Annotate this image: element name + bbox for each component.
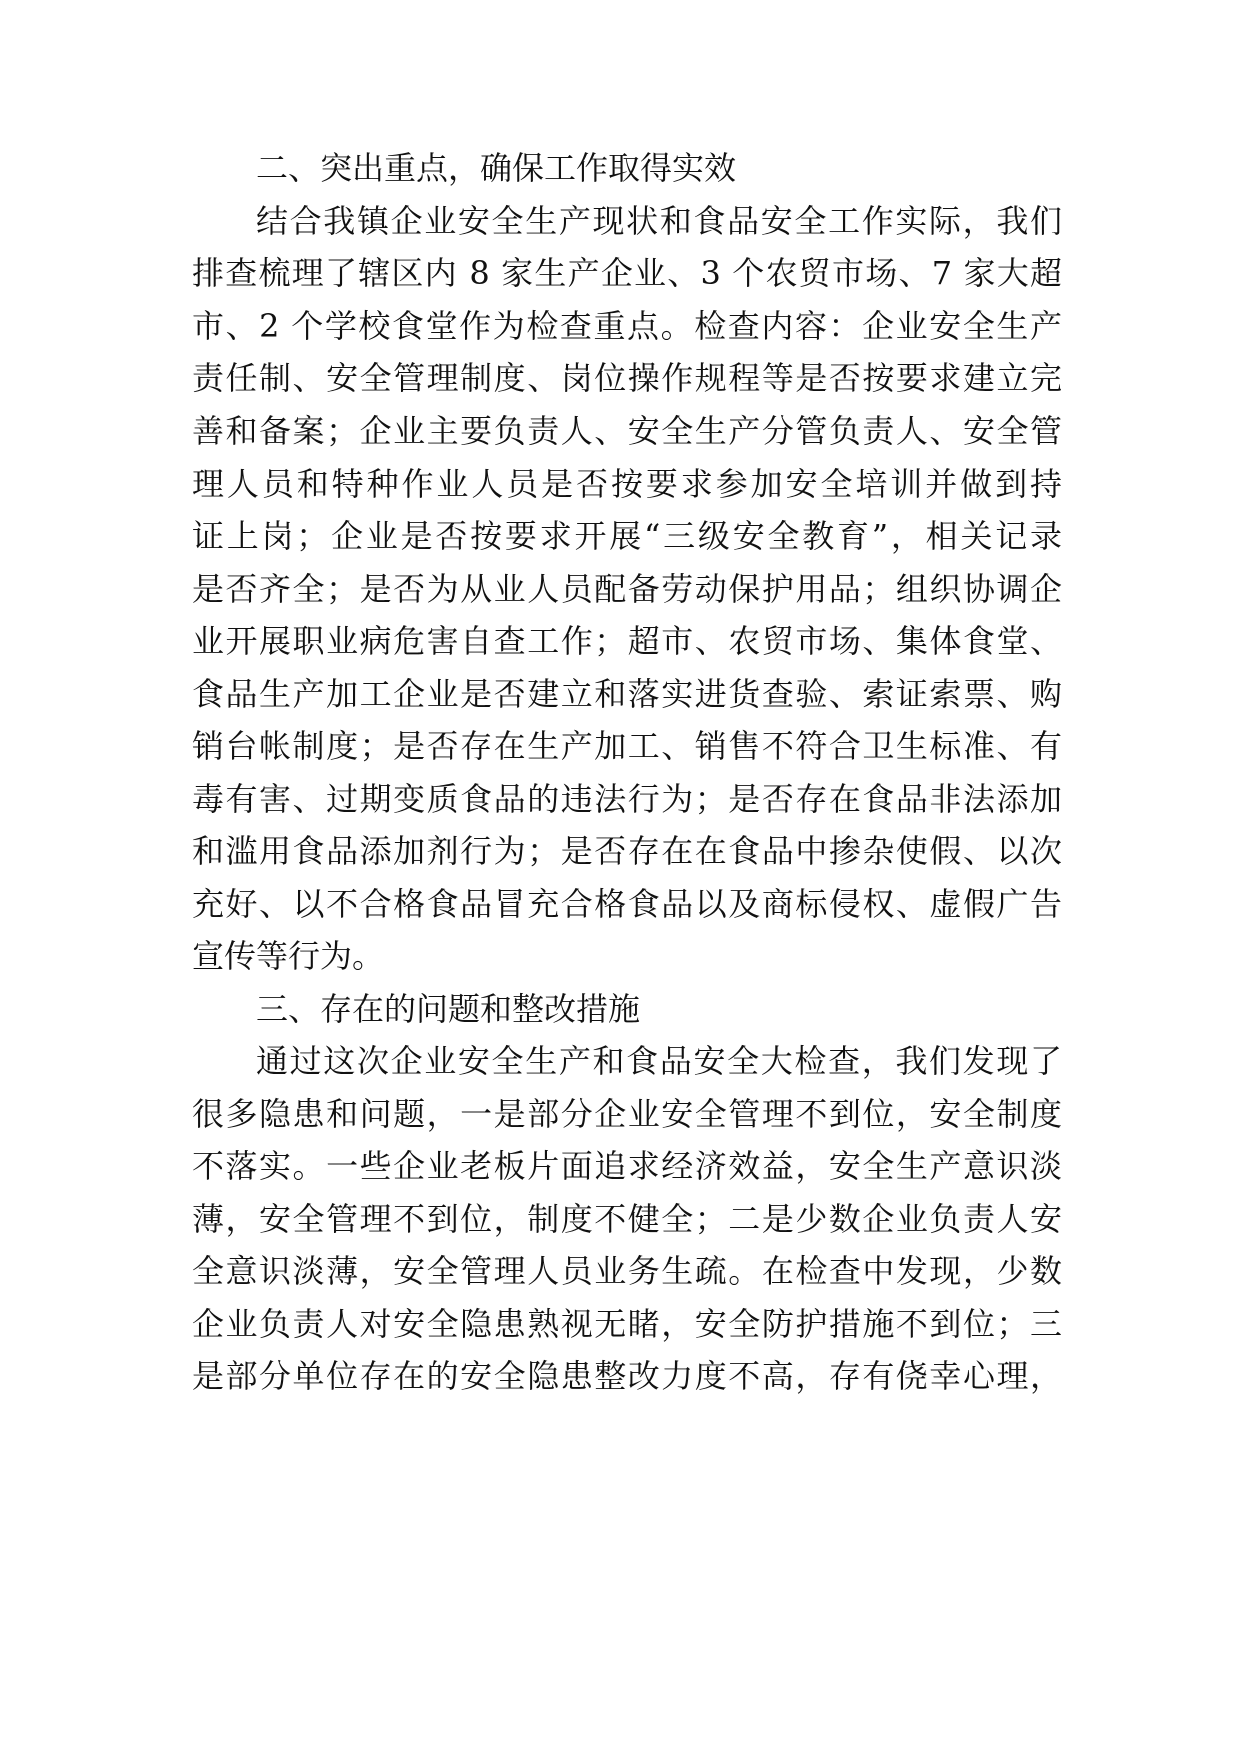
paragraph-line: 很多隐患和问题，一是部分企业安全管理不到位，安全制度 — [192, 1095, 1062, 1133]
paragraph-line: 薄，安全管理不到位，制度不健全；二是少数企业负责人安 — [192, 1200, 1062, 1238]
paragraph-line: 理人员和特种作业人员是否按要求参加安全培训并做到持 — [192, 465, 1062, 503]
paragraph-line: 全意识淡薄，安全管理人员业务生疏。在检查中发现，少数 — [192, 1252, 1062, 1290]
paragraph-line: 和滥用食品添加剂行为；是否存在在食品中掺杂使假、以次 — [192, 832, 1062, 870]
paragraph-line: 业开展职业病危害自查工作；超市、农贸市场、集体食堂、 — [192, 622, 1062, 660]
paragraph-line: 食品生产加工企业是否建立和落实进货查验、索证索票、购 — [192, 675, 1062, 713]
paragraph-line: 毒有害、过期变质食品的违法行为；是否存在食品非法添加 — [192, 780, 1062, 818]
paragraph-line: 排查梳理了辖区内 8 家生产企业、3 个农贸市场、7 家大超 — [192, 254, 1062, 292]
paragraph-line: 市、2 个学校食堂作为检查重点。检查内容：企业安全生产 — [192, 307, 1062, 345]
paragraph-line: 证上岗；企业是否按要求开展“三级安全教育”，相关记录 — [192, 517, 1062, 555]
paragraph-line: 不落实。一些企业老板片面追求经济效益，安全生产意识淡 — [192, 1147, 1062, 1185]
paragraph-line: 责任制、安全管理制度、岗位操作规程等是否按要求建立完 — [192, 359, 1062, 397]
paragraph-line: 企业负责人对安全隐患熟视无睹，安全防护措施不到位；三 — [192, 1305, 1062, 1343]
section-heading-3: 三、存在的问题和整改措施 — [256, 990, 641, 1028]
paragraph-line: 销台帐制度；是否存在生产加工、销售不符合卫生标准、有 — [192, 727, 1062, 765]
paragraph-line: 充好、以不合格食品冒充合格食品以及商标侵权、虚假广告 — [192, 885, 1062, 923]
paragraph-line: 是否齐全；是否为从业人员配备劳动保护用品；组织协调企 — [192, 570, 1062, 608]
paragraph-line: 结合我镇企业安全生产现状和食品安全工作实际，我们 — [256, 202, 1062, 240]
paragraph-line: 通过这次企业安全生产和食品安全大检查，我们发现了 — [256, 1042, 1062, 1080]
paragraph-line: 善和备案；企业主要负责人、安全生产分管负责人、安全管 — [192, 412, 1062, 450]
paragraph-line: 宣传等行为。 — [192, 937, 385, 975]
paragraph-line: 是部分单位存在的安全隐患整改力度不高，存有侥幸心理， — [192, 1357, 1062, 1395]
section-heading-2: 二、突出重点，确保工作取得实效 — [256, 149, 737, 187]
